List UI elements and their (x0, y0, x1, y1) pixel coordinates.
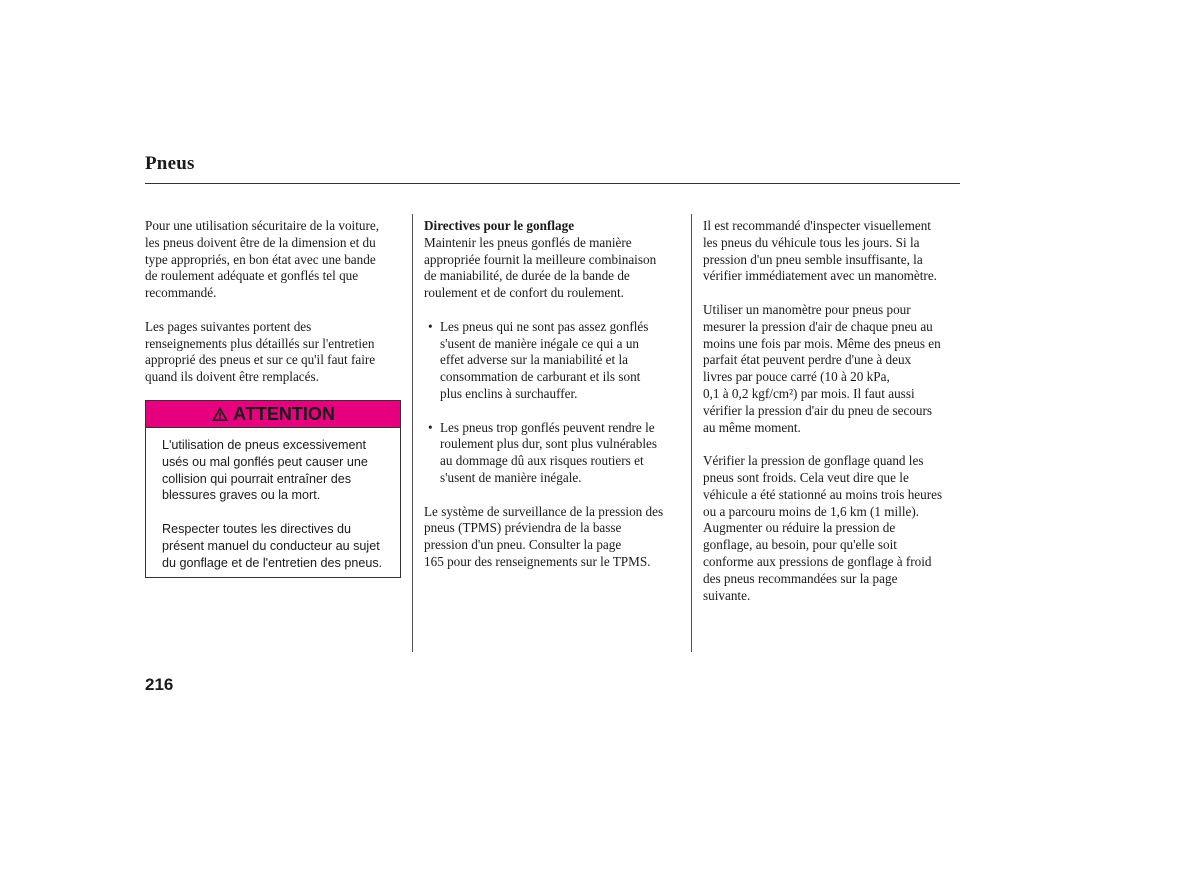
text-line: vérifier la pression d'air du pneu de secours (703, 402, 933, 418)
text-line: Maintenir les pneus gonflés de manière (424, 234, 632, 250)
text-line: consommation de carburant et ils sont (440, 369, 641, 385)
attention-box (145, 400, 401, 578)
inspection-paragraph (703, 218, 961, 285)
text-line: appropriée fournit la meilleure combinaison (424, 251, 657, 267)
text-line: quand ils doivent être remplacés. (145, 369, 319, 385)
column-2 (424, 218, 686, 588)
text-line: Augmenter ou réduire la pression de (703, 520, 896, 536)
list-item (424, 319, 686, 403)
text-line: les pneus doivent être de la dimension et du (145, 234, 376, 250)
details-paragraph (145, 319, 400, 386)
column-3 (703, 218, 961, 621)
text-line: véhicule a été stationné au moins trois heures (703, 486, 943, 502)
text-line: usés ou mal gonflés peut causer une (162, 454, 368, 469)
text-line: type appropriés, en bon état avec une bande (145, 251, 376, 267)
text-line: roulement plus dur, sont plus vulnérables (440, 436, 658, 452)
text-line: Le système de surveillance de la pression des (424, 503, 664, 519)
text-line: roulement et de confort du roulement. (424, 285, 624, 301)
text-line: recommandé. (145, 285, 217, 301)
text-line: livres par pouce carré (10 à 20 kPa, (703, 369, 890, 385)
text-line: pneus (TPMS) préviendra de la basse (424, 520, 622, 536)
text-line: pneus sont froids. Cela veut dire que le (703, 469, 909, 485)
text-line: de maniabilité, de durée de la bande de (424, 268, 630, 284)
text-line: Vérifier la pression de gonflage quand les (703, 453, 924, 469)
text-line: Pour une utilisation sécuritaire de la voiture, (145, 218, 380, 233)
text-line: parfait état peuvent perdre d'une à deux (703, 352, 912, 368)
text-line: au même moment. (703, 419, 801, 435)
text-line: du gonflage et de l'entretien des pneus. (162, 555, 383, 570)
text-line: Il est recommandé d'inspecter visuellement (703, 218, 931, 233)
text-line: Les pages suivantes portent des (145, 318, 312, 334)
intro-paragraph (145, 218, 400, 302)
text-line: pression d'un pneu semble insuffisante, la (703, 251, 923, 267)
text-line: plus enclins à surchauffer. (440, 385, 578, 401)
text-line: Les pneus trop gonflés peuvent rendre le (440, 419, 655, 435)
tpms-paragraph (424, 504, 686, 571)
warning-triangle-icon (211, 406, 229, 422)
text-line: ou a parcouru moins de 1,6 km (1 mille). (703, 503, 920, 519)
column-divider (412, 214, 413, 652)
text-line: pression d'un pneu. Consulter la page (424, 537, 622, 553)
text-line: de roulement adéquate et gonflés tel que (145, 268, 359, 284)
bullet-list (424, 319, 686, 487)
text-line: des pneus recommandées sur la page (703, 570, 898, 586)
text-line: effet adverse sur la maniabilité et la (440, 352, 628, 368)
column-1 (145, 218, 400, 403)
text-line: les pneus du véhicule tous les jours. Si la (703, 234, 920, 250)
text-line: conforme aux pressions de gonflage à froid (703, 553, 932, 569)
text-line: présent manuel du conducteur au sujet (162, 538, 380, 553)
subheading: Directives pour le gonflage (424, 218, 575, 233)
text-line: s'usent de manière inégale. (440, 469, 582, 485)
column-divider (691, 214, 692, 652)
section-title: Pneus (145, 153, 195, 174)
gauge-paragraph (703, 302, 961, 436)
text-line: approprié des pneus et sur ce qu'il faut faire (145, 352, 376, 368)
text-line: Les pneus qui ne sont pas assez gonflés (440, 318, 649, 334)
text-line: vérifier immédiatement avec un manomètre. (703, 268, 937, 284)
text-line: renseignements plus détaillés sur l'entretien (145, 335, 375, 351)
text-line: Utiliser un manomètre pour pneus pour (703, 301, 911, 317)
text-line: L'utilisation de pneus excessivement (162, 438, 367, 452)
attention-label: ATTENTION (233, 404, 335, 424)
text-line: au dommage dû aux risques routiers et (440, 453, 644, 469)
attention-paragraph (162, 437, 400, 504)
text-line: 0,1 à 0,2 kgf/cm²) par mois. Il faut aussi (703, 385, 915, 401)
text-line: s'usent de manière inégale ce qui a un (440, 335, 640, 351)
bullet-icon: • (428, 419, 433, 435)
bullet-icon: • (428, 318, 433, 334)
attention-body (146, 428, 400, 571)
text-line: blessures graves ou la mort. (162, 488, 321, 503)
text-line: suivante. (703, 587, 751, 603)
page-number: 216 (145, 675, 174, 694)
text-line: mesurer la pression d'air de chaque pneu au (703, 318, 933, 334)
text-line: Respecter toutes les directives du (162, 521, 351, 536)
title-rule (145, 183, 960, 184)
text-line: 165 pour des renseignements sur le TPMS. (424, 553, 651, 569)
attention-header (146, 401, 400, 428)
attention-paragraph (162, 521, 400, 571)
text-line: collision qui pourrait entraîner des (162, 471, 352, 486)
text-line: moins une fois par mois. Même des pneus en (703, 335, 941, 351)
cold-check-paragraph (703, 453, 961, 604)
inflation-guidelines (424, 218, 686, 302)
list-item (424, 420, 686, 487)
text-line: gonflage, au besoin, pour qu'elle soit (703, 537, 897, 553)
